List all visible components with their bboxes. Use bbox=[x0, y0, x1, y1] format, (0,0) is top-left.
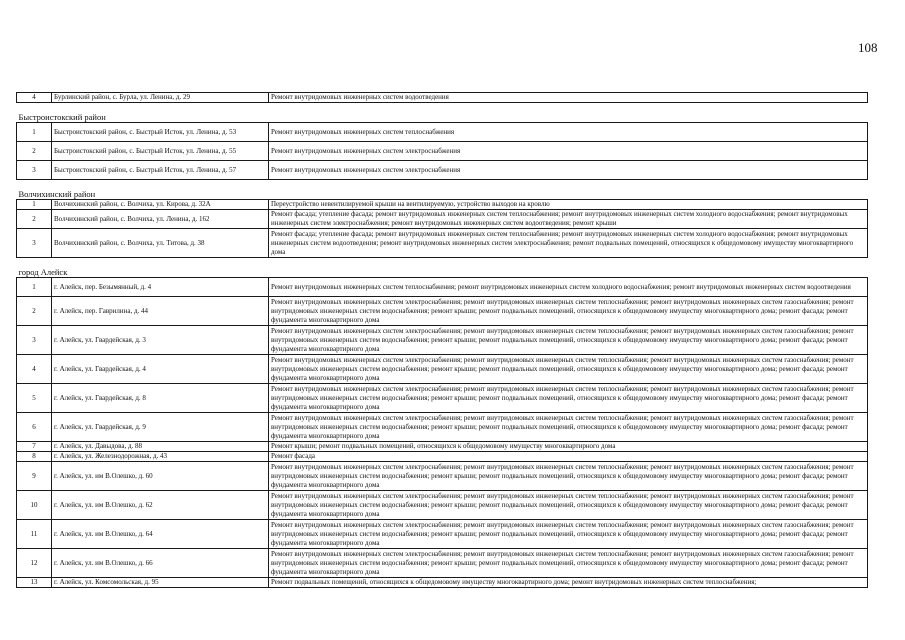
table-row bbox=[17, 142, 868, 161]
work-type-cell bbox=[269, 278, 868, 297]
row-number-cell-text: 3 bbox=[32, 165, 36, 174]
work-type-cell bbox=[269, 520, 868, 549]
row-number-cell bbox=[17, 278, 52, 297]
row-number-cell bbox=[17, 326, 52, 355]
table-row bbox=[17, 210, 868, 229]
work-type-cell-text: Ремонт внутридомовых инженерных систем электроснабжения; ремонт внутридомовых инженерных систем теплоснабжения; ремонт внутридомовых инженерных систем газоснабжения; ремонт внутридомовых инженерных систем водоснабжения; ремонт крыши; ремонт подвальных помещений, относящихся к общедомовому имуществу многоквартирного дома; ремонт фасада; ремонт фундамента многоквартирного дома bbox=[271, 462, 854, 489]
address-cell-text: Волчихинский район, с. Волчиха, ул. Ленина, д. 162 bbox=[54, 214, 210, 223]
row-number-cell-text: 8 bbox=[32, 452, 36, 460]
address-cell bbox=[52, 142, 269, 161]
work-type-cell-text: Ремонт внутридомовых инженерных систем электроснабжения bbox=[271, 165, 461, 174]
work-type-cell bbox=[269, 442, 868, 452]
section-header-row bbox=[17, 103, 868, 123]
address-cell-text: Быстроистокский район, с. Быстрый Исток, ул. Ленина, д. 53 bbox=[54, 127, 237, 136]
row-number-cell-text: 3 bbox=[32, 335, 36, 344]
row-number-cell-text: 6 bbox=[32, 422, 36, 431]
address-cell-text: г. Алейск, ул. им В.Олешко, д. 60 bbox=[54, 471, 153, 480]
address-cell-text: г. Алейск, ул. Гвардейская, д. 8 bbox=[54, 393, 146, 402]
address-cell bbox=[52, 93, 269, 103]
row-number-cell bbox=[17, 578, 52, 588]
table-row bbox=[17, 229, 868, 258]
work-type-cell-text: Ремонт фасада; утепление фасада; ремонт внутридомовых инженерных систем теплоснабжения; ремонт внутридомовых инженерных систем холодного водоснабжения; ремонт внутридомовых инженерных систем электроснабжения; ремонт внутридомовых инженерных систем водоотведения; ремонт крыши bbox=[271, 210, 848, 227]
address-cell bbox=[52, 578, 269, 588]
work-type-cell bbox=[269, 229, 868, 258]
repair-program-table bbox=[16, 92, 868, 588]
address-cell bbox=[52, 452, 269, 462]
table-row bbox=[17, 161, 868, 180]
work-type-cell-text: Ремонт внутридомовых инженерных систем электроснабжения; ремонт внутридомовых инженерных систем теплоснабжения; ремонт внутридомовых инженерных систем газоснабжения; ремонт внутридомовых инженерных систем водоснабжения; ремонт крыши; ремонт подвальных помещений, относящихся к общедомовому имуществу многоквартирного дома; ремонт фасада; ремонт фундамента многоквартирного дома bbox=[271, 520, 854, 547]
row-number-cell-text: 1 bbox=[32, 200, 36, 208]
address-cell bbox=[52, 229, 269, 258]
work-type-cell-text: Ремонт внутридомовых инженерных систем электроснабжения; ремонт внутридомовых инженерных систем теплоснабжения; ремонт внутридомовых инженерных систем газоснабжения; ремонт внутридомовых инженерных систем водоснабжения; ремонт крыши; ремонт подвальных помещений, относящихся к общедомовому имуществу многоквартирного дома; ремонт фасада; ремонт фундамента многоквартирного дома bbox=[271, 549, 854, 576]
address-cell bbox=[52, 278, 269, 297]
row-number-cell bbox=[17, 442, 52, 452]
row-number-cell bbox=[17, 520, 52, 549]
table-row bbox=[17, 93, 868, 103]
row-number-cell-text: 4 bbox=[32, 93, 36, 101]
row-number-cell bbox=[17, 161, 52, 180]
section-title: Волчихинский район bbox=[17, 180, 868, 200]
address-cell-text: Быстроистокский район, с. Быстрый Исток, ул. Ленина, д. 57 bbox=[54, 165, 237, 174]
work-type-cell bbox=[269, 413, 868, 442]
work-type-cell-text: Ремонт фасада; утепление фасада; ремонт внутридомовых инженерных систем теплоснабжения; ремонт внутридомовых инженерных систем холодного водоснабжения; ремонт внутридомовых инженерных систем водоотведения; ремонт внутридомовых инженерных систем электроснабжения; ремонт подвальных помещений, относящихся к общедомовому имуществу многоквартирного дома bbox=[271, 229, 854, 256]
work-type-cell bbox=[269, 200, 868, 210]
address-cell-text: Волчихинский район, с. Волчиха, ул. Титова, д. 38 bbox=[54, 238, 205, 247]
row-number-cell-text: 4 bbox=[32, 364, 36, 373]
row-number-cell-text: 1 bbox=[32, 282, 36, 291]
address-cell bbox=[52, 384, 269, 413]
work-type-cell-text: Ремонт подвальных помещений, относящихся к общедомовому имуществу многоквартирного дома; ремонт внутридомовых инженерных систем теплоснабжения; bbox=[271, 578, 757, 586]
table-body bbox=[17, 93, 868, 588]
section-title: город Алейск bbox=[17, 258, 868, 278]
work-type-cell bbox=[269, 491, 868, 520]
address-cell bbox=[52, 326, 269, 355]
row-number-cell-text: 2 bbox=[32, 214, 36, 223]
work-type-cell bbox=[269, 123, 868, 142]
work-type-cell-text: Ремонт внутридомовых инженерных систем теплоснабжения; ремонт внутридомовых инженерных систем холодного водоснабжения; ремонт внутридомовых инженерных систем водоотведения bbox=[271, 282, 851, 291]
work-type-cell-text: Ремонт крыши; ремонт подвальных помещений, относящихся к общедомовому имуществу многоквартирного дома bbox=[271, 442, 616, 450]
row-number-cell bbox=[17, 210, 52, 229]
address-cell-text: г. Алейск, ул. им В.Олешко, д. 66 bbox=[54, 558, 153, 567]
table-row bbox=[17, 297, 868, 326]
work-type-cell bbox=[269, 210, 868, 229]
row-number-cell-text: 3 bbox=[32, 238, 36, 247]
row-number-cell-text: 2 bbox=[32, 306, 36, 315]
work-type-cell bbox=[269, 142, 868, 161]
table-row bbox=[17, 462, 868, 491]
work-type-cell-text: Ремонт внутридомовых инженерных систем электроснабжения; ремонт внутридомовых инженерных систем теплоснабжения; ремонт внутридомовых инженерных систем газоснабжения; ремонт внутридомовых инженерных систем водоснабжения; ремонт крыши; ремонт подвальных помещений, относящихся к общедомовому имуществу многоквартирного дома; ремонт фасада; ремонт фундамента многоквартирного дома bbox=[271, 413, 854, 440]
work-type-cell bbox=[269, 452, 868, 462]
row-number-cell-text: 10 bbox=[30, 500, 38, 509]
row-number-cell bbox=[17, 355, 52, 384]
table-row bbox=[17, 520, 868, 549]
work-type-cell-text: Ремонт внутридомовых инженерных систем водоотведения bbox=[271, 93, 449, 101]
work-type-cell bbox=[269, 462, 868, 491]
row-number-cell-text: 13 bbox=[30, 578, 38, 586]
row-number-cell bbox=[17, 93, 52, 103]
row-number-cell-text: 5 bbox=[32, 393, 36, 402]
address-cell bbox=[52, 442, 269, 452]
row-number-cell bbox=[17, 297, 52, 326]
address-cell bbox=[52, 462, 269, 491]
address-cell-text: г. Алейск, ул. Гвардейская, д. 4 bbox=[54, 364, 146, 373]
row-number-cell-text: 1 bbox=[32, 127, 36, 136]
row-number-cell bbox=[17, 462, 52, 491]
address-cell-text: г. Алейск, пер. Гаврилина, д. 44 bbox=[54, 306, 149, 315]
table-row bbox=[17, 549, 868, 578]
table-row bbox=[17, 123, 868, 142]
table-row bbox=[17, 413, 868, 442]
address-cell-text: Бурлинский район, с. Бурла, ул. Ленина, д. 29 bbox=[54, 93, 190, 101]
row-number-cell bbox=[17, 142, 52, 161]
work-type-cell-text: Ремонт внутридомовых инженерных систем электроснабжения bbox=[271, 146, 461, 155]
work-type-cell-text: Ремонт внутридомовых инженерных систем электроснабжения; ремонт внутридомовых инженерных систем теплоснабжения; ремонт внутридомовых инженерных систем газоснабжения; ремонт внутридомовых инженерных систем водоснабжения; ремонт крыши; ремонт подвальных помещений, относящихся к общедомовому имуществу многоквартирного дома; ремонт фасада; ремонт фундамента многоквартирного дома bbox=[271, 326, 854, 353]
table-row bbox=[17, 384, 868, 413]
row-number-cell-text: 12 bbox=[30, 558, 38, 567]
work-type-cell bbox=[269, 355, 868, 384]
work-type-cell-text: Ремонт внутридомовых инженерных систем электроснабжения; ремонт внутридомовых инженерных систем теплоснабжения; ремонт внутридомовых инженерных систем газоснабжения; ремонт внутридомовых инженерных систем водоснабжения; ремонт крыши; ремонт подвальных помещений, относящихся к общедомовому имуществу многоквартирного дома; ремонт фасада; ремонт фундамента многоквартирного дома bbox=[271, 355, 854, 382]
address-cell-text: г. Алейск, ул. Гвардейская, д. 3 bbox=[54, 335, 146, 344]
work-type-cell bbox=[269, 297, 868, 326]
table-row bbox=[17, 200, 868, 210]
work-type-cell bbox=[269, 384, 868, 413]
address-cell-text: г. Алейск, ул. Комсомольская, д. 95 bbox=[54, 578, 159, 586]
work-type-cell bbox=[269, 549, 868, 578]
address-cell bbox=[52, 413, 269, 442]
address-cell bbox=[52, 297, 269, 326]
work-type-cell bbox=[269, 326, 868, 355]
row-number-cell-text: 2 bbox=[32, 146, 36, 155]
address-cell-text: г. Алейск, ул. Гвардейская, д. 9 bbox=[54, 422, 146, 431]
address-cell-text: Волчихинский район, с. Волчиха, ул. Кирова, д. 32А bbox=[54, 200, 211, 208]
work-type-cell bbox=[269, 93, 868, 103]
work-type-cell-text: Ремонт фасада bbox=[271, 452, 316, 460]
address-cell bbox=[52, 210, 269, 229]
row-number-cell bbox=[17, 452, 52, 462]
row-number-cell-text: 9 bbox=[32, 471, 36, 480]
address-cell bbox=[52, 355, 269, 384]
row-number-cell bbox=[17, 549, 52, 578]
row-number-cell-text: 11 bbox=[30, 529, 38, 538]
address-cell bbox=[52, 200, 269, 210]
address-cell-text: г. Алейск, ул. им В.Олешко, д. 64 bbox=[54, 529, 153, 538]
work-type-cell-text: Переустройство невентилируемой крыши на вентилируемую, устройство выходов на кровлю bbox=[271, 200, 550, 208]
work-type-cell bbox=[269, 161, 868, 180]
work-type-cell-text: Ремонт внутридомовых инженерных систем теплоснабжения bbox=[271, 127, 455, 136]
table-row bbox=[17, 452, 868, 462]
address-cell bbox=[52, 491, 269, 520]
address-cell bbox=[52, 161, 269, 180]
address-cell-text: г. Алейск, ул. им В.Олешко, д. 62 bbox=[54, 500, 153, 509]
address-cell bbox=[52, 520, 269, 549]
row-number-cell bbox=[17, 200, 52, 210]
page-number: 108 bbox=[858, 40, 878, 55]
section-header-row bbox=[17, 258, 868, 278]
row-number-cell-text: 7 bbox=[32, 442, 36, 450]
work-type-cell-text: Ремонт внутридомовых инженерных систем электроснабжения; ремонт внутридомовых инженерных систем теплоснабжения; ремонт внутридомовых инженерных систем газоснабжения; ремонт внутридомовых инженерных систем водоснабжения; ремонт крыши; ремонт подвальных помещений, относящихся к общедомовому имуществу многоквартирного дома; ремонт фасада; ремонт фундамента многоквартирного дома bbox=[271, 491, 854, 518]
address-cell-text: Быстроистокский район, с. Быстрый Исток, ул. Ленина, д. 55 bbox=[54, 146, 237, 155]
row-number-cell bbox=[17, 123, 52, 142]
table-row bbox=[17, 578, 868, 588]
work-type-cell-text: Ремонт внутридомовых инженерных систем электроснабжения; ремонт внутридомовых инженерных систем теплоснабжения; ремонт внутридомовых инженерных систем газоснабжения; ремонт внутридомовых инженерных систем водоснабжения; ремонт крыши; ремонт подвальных помещений, относящихся к общедомовому имуществу многоквартирного дома; ремонт фасада; ремонт фундамента многоквартирного дома bbox=[271, 297, 854, 324]
table-row bbox=[17, 326, 868, 355]
address-cell bbox=[52, 549, 269, 578]
address-cell bbox=[52, 123, 269, 142]
row-number-cell bbox=[17, 384, 52, 413]
table-row bbox=[17, 355, 868, 384]
table-row bbox=[17, 442, 868, 452]
work-type-cell bbox=[269, 578, 868, 588]
row-number-cell bbox=[17, 413, 52, 442]
row-number-cell bbox=[17, 229, 52, 258]
table-row bbox=[17, 278, 868, 297]
address-cell-text: г. Алейск, пер. Безымянный, д. 4 bbox=[54, 282, 152, 291]
section-title: Быстроистокский район bbox=[17, 103, 868, 123]
table-row bbox=[17, 491, 868, 520]
address-cell-text: г. Алейск, ул. Давыдова, д. 88 bbox=[54, 442, 143, 450]
section-header-row bbox=[17, 180, 868, 200]
address-cell-text: г. Алейск, ул. Железнодорожная, д. 43 bbox=[54, 452, 168, 460]
work-type-cell-text: Ремонт внутридомовых инженерных систем электроснабжения; ремонт внутридомовых инженерных систем теплоснабжения; ремонт внутридомовых инженерных систем газоснабжения; ремонт внутридомовых инженерных систем водоснабжения; ремонт крыши; ремонт подвальных помещений, относящихся к общедомовому имуществу многоквартирного дома; ремонт фасада; ремонт фундамента многоквартирного дома bbox=[271, 384, 854, 411]
row-number-cell bbox=[17, 491, 52, 520]
